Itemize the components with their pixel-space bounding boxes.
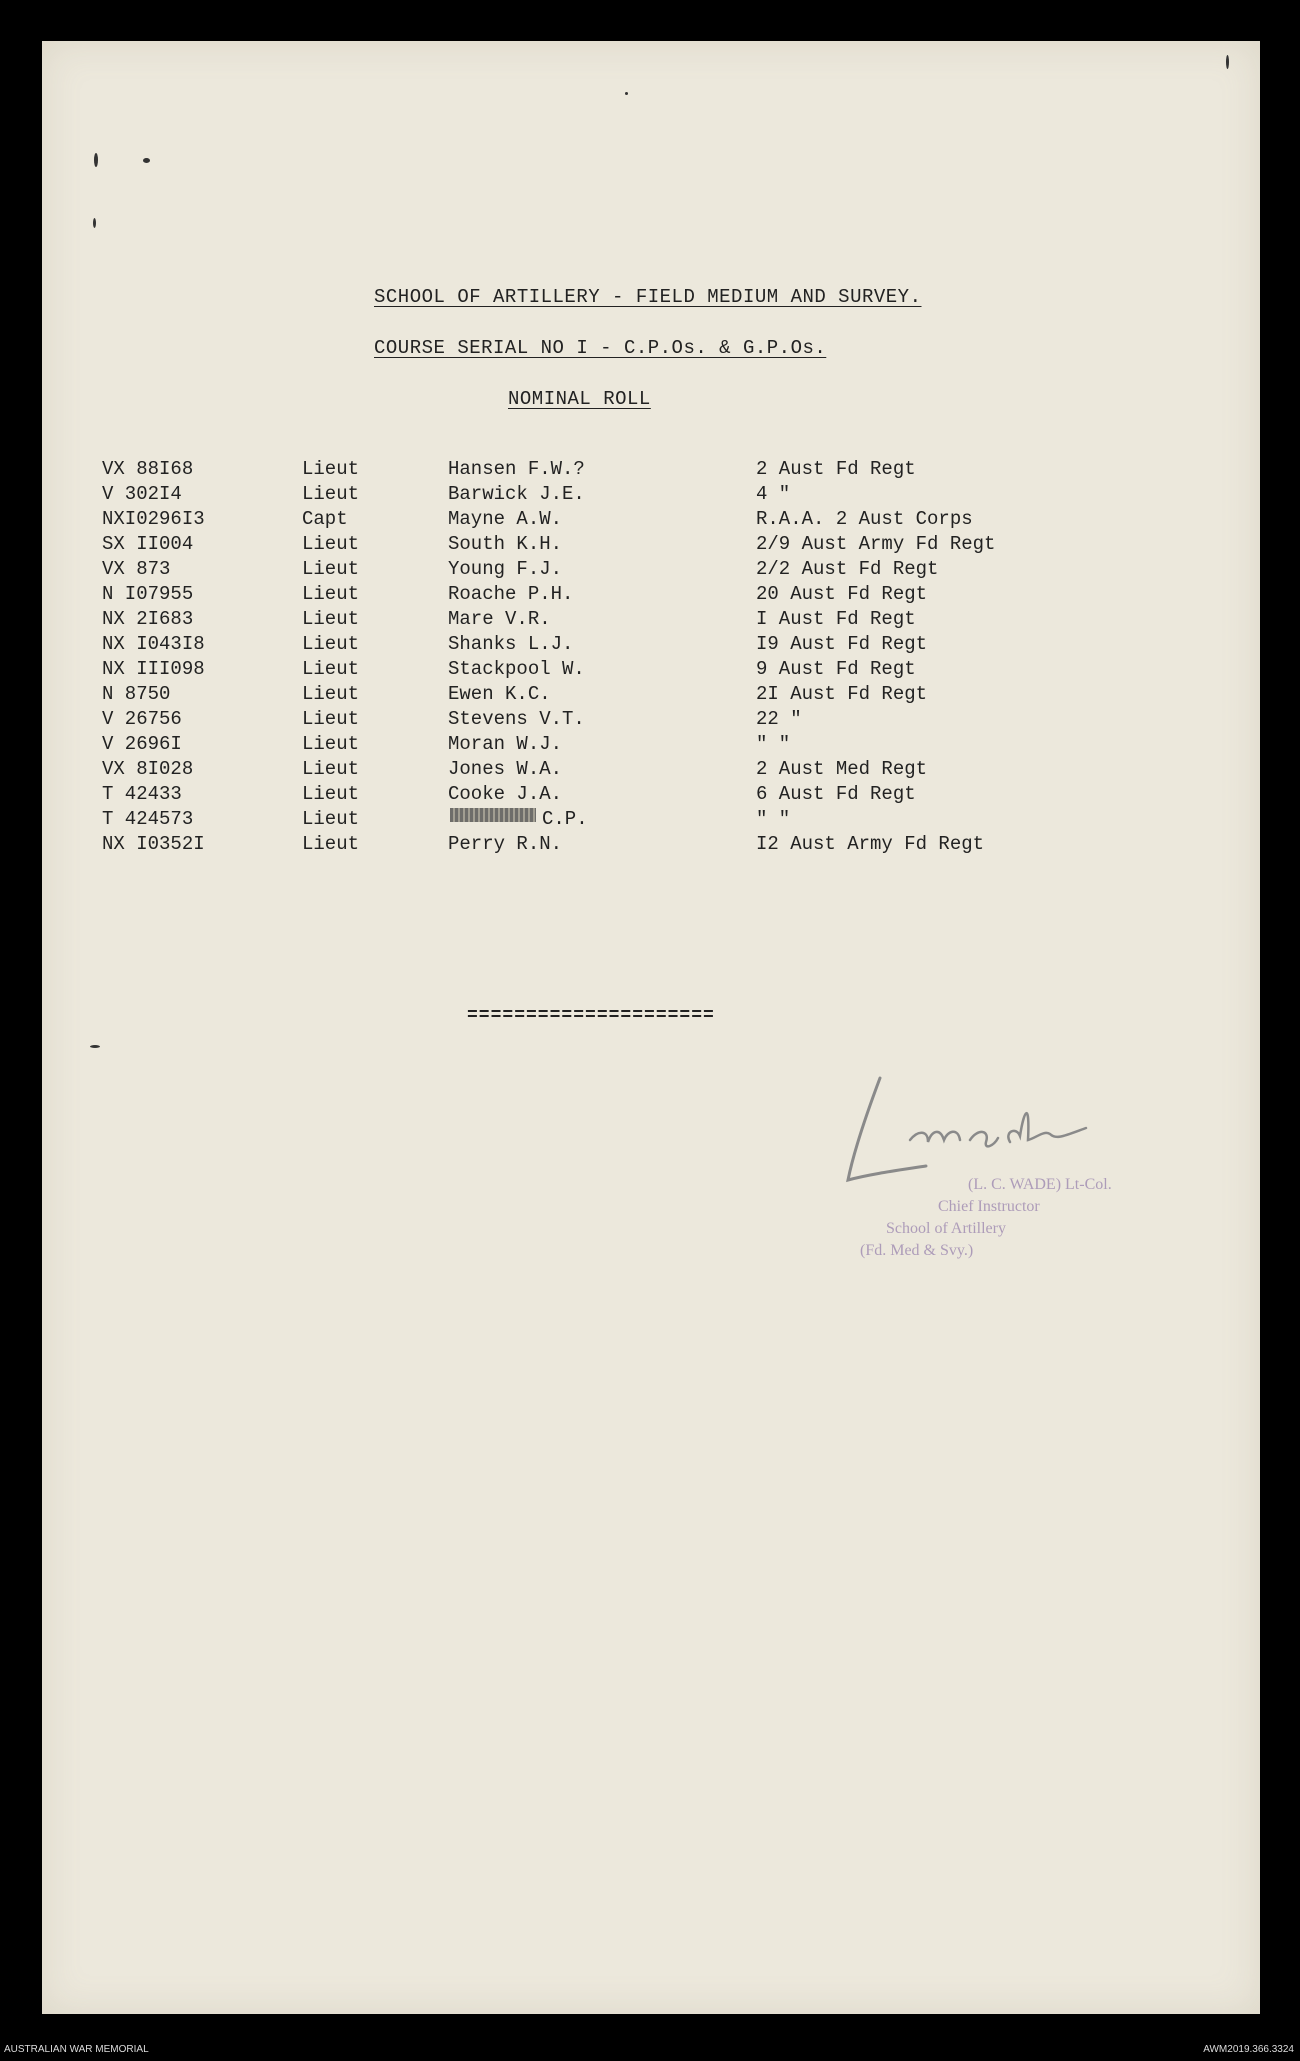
paper-mark <box>90 1045 100 1048</box>
rank: Lieut <box>302 808 360 830</box>
officer-stamp <box>820 1172 1180 1282</box>
officer-name: C.P. <box>542 808 588 830</box>
unit: R.A.A. 2 Aust Corps <box>756 508 973 530</box>
service-number: VX 8I028 <box>102 758 194 780</box>
unit: 20 Aust Fd Regt <box>756 583 928 605</box>
unit: " " <box>756 808 791 830</box>
unit: 22 " <box>756 708 802 730</box>
service-number: NX 2I683 <box>102 608 194 630</box>
stamp-school-line: School of Artillery <box>886 1220 1006 1237</box>
roll-row <box>102 508 1052 533</box>
roll-row <box>102 783 1052 808</box>
rank: Lieut <box>302 708 360 730</box>
roll-row <box>102 833 1052 858</box>
officer-name: Barwick J.E. <box>448 483 585 505</box>
officer-name: Mare V.R. <box>448 608 551 630</box>
unit: I Aust Fd Regt <box>756 608 916 630</box>
officer-name: Ewen K.C. <box>448 683 551 705</box>
paper-mark <box>93 218 96 228</box>
service-number: T 424573 <box>102 808 194 830</box>
roll-row <box>102 458 1052 483</box>
paper-mark <box>1226 55 1229 69</box>
rank: Lieut <box>302 633 360 655</box>
rank: Lieut <box>302 458 360 480</box>
unit: 4 " <box>756 483 791 505</box>
roll-row <box>102 533 1052 558</box>
footer-reference: AWM2019.366.3324 <box>1203 2044 1294 2055</box>
rank: Lieut <box>302 583 360 605</box>
service-number: NX I0352I <box>102 833 205 855</box>
rank: Lieut <box>302 758 360 780</box>
officer-name: Stevens V.T. <box>448 708 585 730</box>
roll-row <box>102 808 1052 833</box>
roll-row <box>102 683 1052 708</box>
stamp-branch-line: (Fd. Med & Svy.) <box>860 1242 974 1259</box>
officer-name: Perry R.N. <box>448 833 563 855</box>
roll-row <box>102 708 1052 733</box>
separator-line: ===================== <box>467 1006 715 1026</box>
roll-row <box>102 608 1052 633</box>
unit: 9 Aust Fd Regt <box>756 658 916 680</box>
nominal-roll-list <box>102 458 1052 858</box>
roll-row <box>102 583 1052 608</box>
unit: " " <box>756 733 791 755</box>
officer-name: Moran W.J. <box>448 733 563 755</box>
officer-name: Shanks L.J. <box>448 633 574 655</box>
rank: Lieut <box>302 608 360 630</box>
roll-row <box>102 658 1052 683</box>
unit: I2 Aust Army Fd Regt <box>756 833 985 855</box>
rank: Lieut <box>302 658 360 680</box>
paper-mark <box>143 158 150 163</box>
rank: Lieut <box>302 683 360 705</box>
service-number: N 8750 <box>102 683 171 705</box>
rank: Lieut <box>302 783 360 805</box>
service-number: V 2696I <box>102 733 182 755</box>
rank: Lieut <box>302 533 360 555</box>
officer-name: Cooke J.A. <box>448 783 563 805</box>
service-number: N I07955 <box>102 583 194 605</box>
roll-row <box>102 758 1052 783</box>
rank: Capt <box>302 508 348 530</box>
service-number: VX 88I68 <box>102 458 194 480</box>
service-number: NX I043I8 <box>102 633 205 655</box>
officer-name: Jones W.A. <box>448 758 563 780</box>
service-number: SX II004 <box>102 533 194 555</box>
nominal-roll-heading: NOMINAL ROLL <box>508 388 651 410</box>
service-number: V 302I4 <box>102 483 182 505</box>
footer-source: AUSTRALIAN WAR MEMORIAL <box>4 2044 149 2055</box>
course-serial-heading: COURSE SERIAL NO I - C.P.Os. & G.P.Os. <box>374 337 827 359</box>
service-number: NXI0296I3 <box>102 508 205 530</box>
service-number: NX III098 <box>102 658 205 680</box>
officer-name: South K.H. <box>448 533 563 555</box>
unit: 2 Aust Med Regt <box>756 758 928 780</box>
struck-out-text <box>450 808 536 822</box>
stamp-name-line: (L. C. WADE) Lt-Col. <box>968 1176 1112 1193</box>
paper-mark <box>94 153 98 167</box>
roll-row <box>102 633 1052 658</box>
rank: Lieut <box>302 733 360 755</box>
officer-name: Stackpool W. <box>448 658 585 680</box>
service-number: V 26756 <box>102 708 182 730</box>
officer-name: Young F.J. <box>448 558 563 580</box>
unit: 2I Aust Fd Regt <box>756 683 928 705</box>
roll-row <box>102 483 1052 508</box>
rank: Lieut <box>302 483 360 505</box>
officer-name: Hansen F.W.? <box>448 458 585 480</box>
service-number: VX 873 <box>102 558 171 580</box>
unit: I9 Aust Fd Regt <box>756 633 928 655</box>
document-title: SCHOOL OF ARTILLERY - FIELD MEDIUM AND SURVEY. <box>374 286 922 308</box>
service-number: T 42433 <box>102 783 182 805</box>
officer-name: Roache P.H. <box>448 583 574 605</box>
stamp-title-line: Chief Instructor <box>938 1198 1040 1215</box>
roll-row <box>102 733 1052 758</box>
unit: 6 Aust Fd Regt <box>756 783 916 805</box>
unit: 2/2 Aust Fd Regt <box>756 558 939 580</box>
unit: 2/9 Aust Army Fd Regt <box>756 533 996 555</box>
unit: 2 Aust Fd Regt <box>756 458 916 480</box>
rank: Lieut <box>302 558 360 580</box>
roll-row <box>102 558 1052 583</box>
rank: Lieut <box>302 833 360 855</box>
officer-name: Mayne A.W. <box>448 508 563 530</box>
paper-mark <box>625 92 628 95</box>
